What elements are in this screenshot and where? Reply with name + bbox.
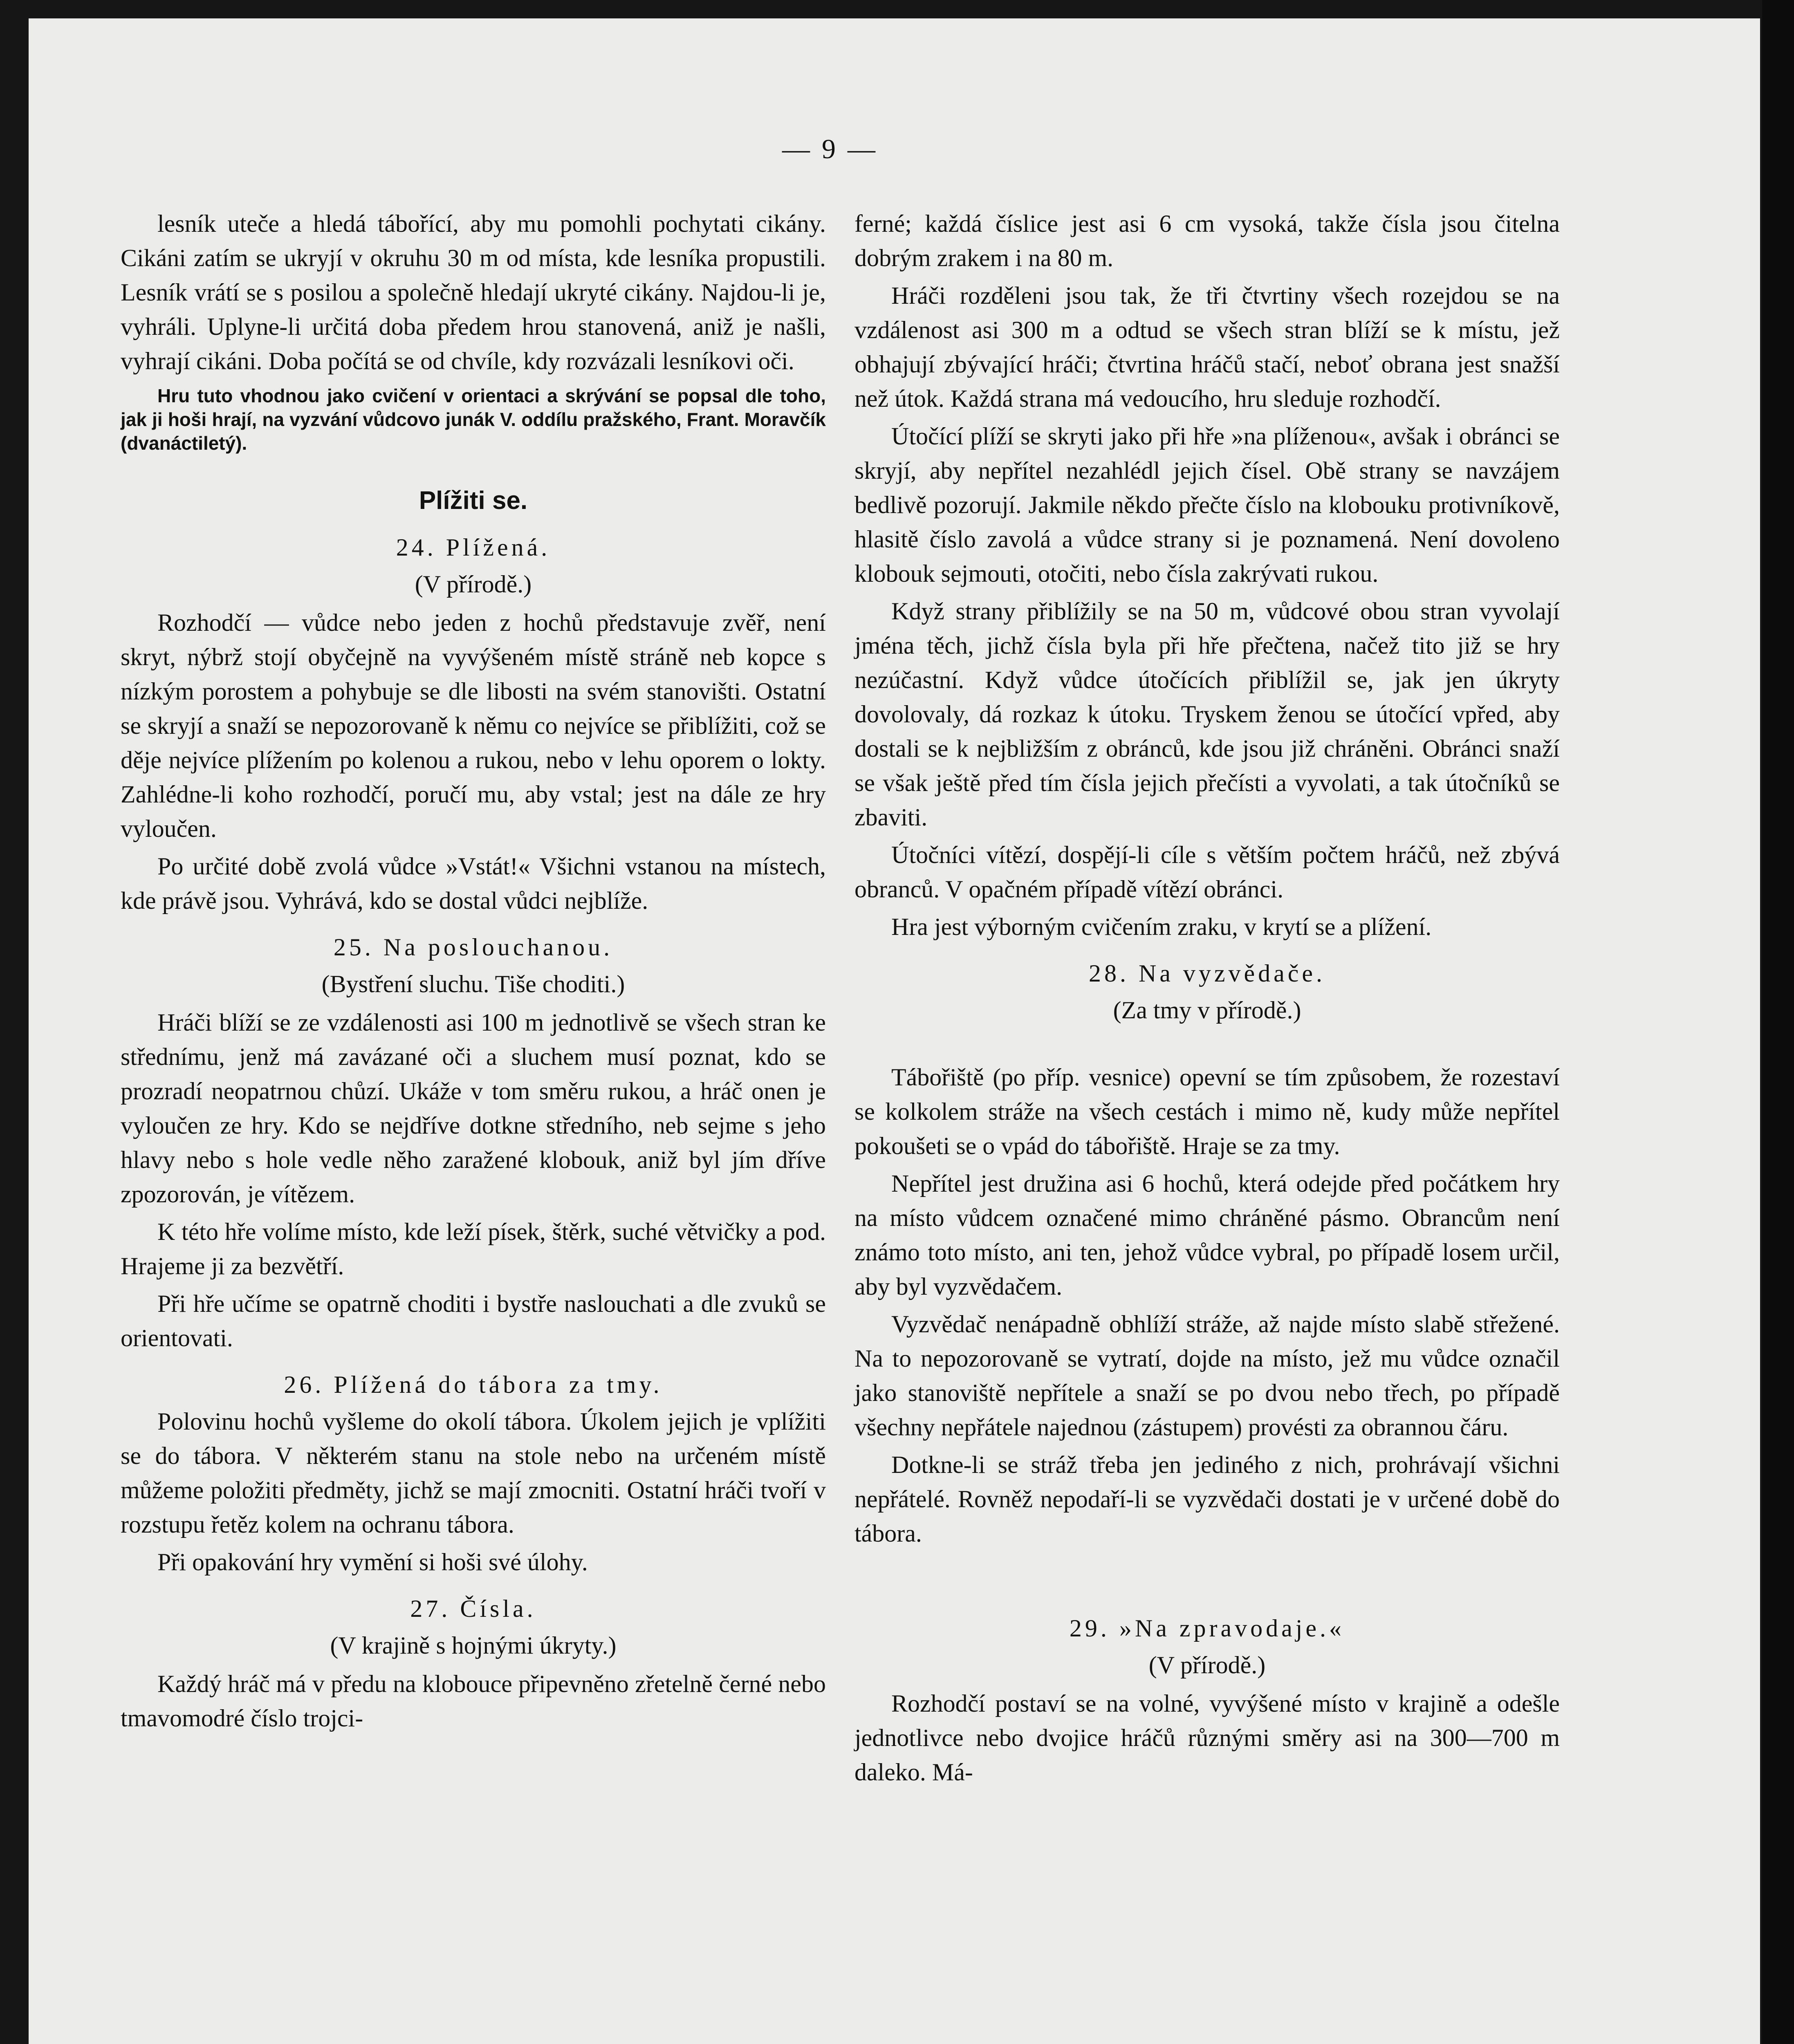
paragraph: Útočící plíží se skryti jako při hře »na plíženou«, avšak i obránci se skryjí, aby nepřítel nezahlédl jejich čísel. Obě strany se navzájem bedlivě pozorují. Jakmile někdo přečte číslo na klobouku protivníkově, hlasitě číslo zavolá a vůdce strany si je poznamená. Není dovoleno klobouk sejmouti, otočiti, nebo čísla zakrývati rukou.: [854, 423, 1560, 587]
game-subtitle: (V krajině s hojnými úkryty.): [330, 1632, 617, 1659]
paragraph: Hráči rozděleni jsou tak, že tři čtvrtiny všech rozejdou se na vzdálenost asi 300 m a odtud se všech stran blíží se k místu, jež obhajují zbývající hráči; čtvrtina hráčů stačí, neboť obrana jest snažší než útok. Každá strana má vedoucího, hru sleduje rozhodčí.: [854, 282, 1560, 412]
spacer: [854, 1554, 1560, 1599]
author-note: Hru tuto vhodnou jako cvičení v orientaci a skrývání se popsal dle toho, jak ji hoši hrají, na vyzvání vůdcovo junák V. oddílu pražského, Frant. Moravčík (dvanáctiletý).: [121, 385, 826, 454]
game-subtitle: (Bystření sluchu. Tiše choditi.): [321, 970, 625, 997]
paragraph: Polovinu hochů vyšleme do okolí tábora. Úkolem jejich je vplížiti se do tábora. V některém stanu na stole nebo na určeném místě můžeme položiti předměty, jichž se mají zmocniti. Ostatní hráči tvoří v rozstupu řetěz kolem na ochranu tábora.: [121, 1408, 826, 1538]
game-title: 27. Čísla.: [410, 1595, 536, 1622]
paragraph: lesník uteče a hledá tábořící, aby mu pomohli pochytati cikány. Cikáni zatím se ukryjí v okruhu 30 m od místa, kde lesníka propustili. Lesník vrátí se s posilou a společně hledají ukryté cikány. Najdou-li je, vyhráli. Uplyne-li určitá doba předem hrou stanovená, aniž je našli, vyhrají cikáni. Doba počítá se od chvíle, kdy rozvázali lesníkovi oči.: [121, 210, 826, 374]
game-title: 28. Na vyzvědače.: [1088, 960, 1326, 987]
game-title: 24. Plížená.: [396, 534, 551, 561]
paragraph: K této hře volíme místo, kde leží písek, štěrk, suché větvičky a pod. Hrajeme ji za bezvětří.: [121, 1218, 826, 1280]
paragraph: Při hře učíme se opatrně choditi i bystře naslouchati a dle zvuků se orientovati.: [121, 1290, 826, 1351]
paragraph: Nepřítel jest družina asi 6 hochů, která odejde před počátkem hry na místo vůdcem označené mimo chráněné pásmo. Obrancům není známo toto místo, ani ten, jehož vůdce vybral, po případě losem určil, aby byl vyzvědačem.: [854, 1170, 1560, 1300]
game-subtitle: (Za tmy v přírodě.): [1113, 997, 1301, 1024]
paragraph: Po určité době zvolá vůdce »Vstát!« Všichni vstanou na místech, kde právě jsou. Vyhrává, kdo se dostal vůdci nejblíže.: [121, 853, 826, 914]
page-number: — 9 —: [782, 133, 878, 164]
right-text-column: [854, 206, 1560, 1793]
paragraph: Rozhodčí — vůdce nebo jeden z hochů představuje zvěř, není skryt, nýbrž stojí obyčejně na vyvýšeném místě stráně neb kopce s nízkým porostem a pohybuje se dle libosti na svém stanovišti. Ostatní se skryjí a snaží se nepozorovaně k němu co nejvíce se přiblížiti, což se děje nejvíce plížením po kolenou a rukou, nebo v lehu oporem o lokty. Zahlédne-li koho rozhodčí, poručí mu, aby vstal; jest na dále ze hry vyloučen.: [121, 609, 826, 842]
paragraph: Každý hráč má v předu na klobouce připevněno zřetelně černé nebo tmavomodré číslo trojci-: [121, 1670, 826, 1732]
game-title: 26. Plížená do tábora za tmy.: [284, 1371, 663, 1398]
game-subtitle: (V přírodě.): [415, 571, 532, 598]
left-text-column: [121, 206, 826, 1739]
paragraph: Hra jest výborným cvičením zraku, v krytí se a plížení.: [891, 913, 1432, 940]
paragraph: Když strany přiblížily se na 50 m, vůdcové obou stran vyvolají jména těch, jichž čísla byla při hře přečtena, načež tito již se hry nezúčastní. Když vůdce útočících přiblížil se, jak jen úkryty dovolovaly, dá rozkaz k útoku. Tryskem ženou se útočící vpřed, aby dostali se k nejbližším z obránců, kde jsou již chráněni. Obránci snaží se však ještě před tím čísla jejich přečísti a vyvolati, a tak útočníků se zbaviti.: [854, 598, 1560, 831]
paragraph: Útočníci vítězí, dospějí-li cíle s větším počtem hráčů, než zbývá obranců. V opačném případě vítězí obránci.: [854, 841, 1560, 903]
paragraph: Hráči blíží se ze vzdálenosti asi 100 m jednotlivě se všech stran ke střednímu, jenž má zavázané oči a sluchem musí poznat, kdo se prozradí neopatrnou chůzí. Ukáže v tom směru rukou, a hráč onen je vyloučen ze hry. Kdo se nejdříve dotkne středního, neb sejme s jeho hlavy nebo s hole vedle něho zaražené klobouk, aniž byl jím dříve zpozorován, je vítězem.: [121, 1009, 826, 1208]
paragraph: Tábořiště (po příp. vesnice) opevní se tím způsobem, že rozestaví se kolkolem stráže na všech cestách i mimo ně, kudy může nepřítel pokoušeti se o vpád do tábořiště. Hraje se za tmy.: [854, 1064, 1560, 1159]
scan-edge: [1762, 0, 1794, 2044]
paragraph: ferné; každá číslice jest asi 6 cm vysoká, takže čísla jsou čitelna dobrým zrakem i na 80 m.: [854, 210, 1560, 271]
spacer: [854, 1031, 1560, 1060]
game-subtitle: (V přírodě.): [1148, 1652, 1266, 1679]
game-title: 25. Na poslouchanou.: [333, 934, 613, 961]
paragraph: Při opakování hry vymění si hoši své úlohy.: [157, 1549, 588, 1576]
paragraph: Rozhodčí postaví se na volné, vyvýšené místo v krajině a odešle jednotlivce nebo dvojice hráčů různými směry asi na 300—700 m daleko. Má-: [854, 1690, 1560, 1786]
paragraph: Vyzvědač nenápadně obhlíží stráže, až najde místo slabě střežené. Na to nepozorovaně se vytratí, dojde na místo, jež mu vůdce označil jako stanoviště nepřítele a snaží se po dvou nebo třech, po případě všechny nepřátele najednou (zástupem) provésti za obrannou čáru.: [854, 1311, 1560, 1441]
game-title: 29. »Na zpravodaje.«: [1069, 1615, 1345, 1642]
paragraph: Dotkne-li se stráž třeba jen jediného z nich, prohrávají všichni nepřátelé. Rovněž nepodaří-li se vyzvědači dostati je v určené době do tábora.: [854, 1451, 1560, 1547]
section-heading: Plížiti se.: [419, 486, 528, 515]
